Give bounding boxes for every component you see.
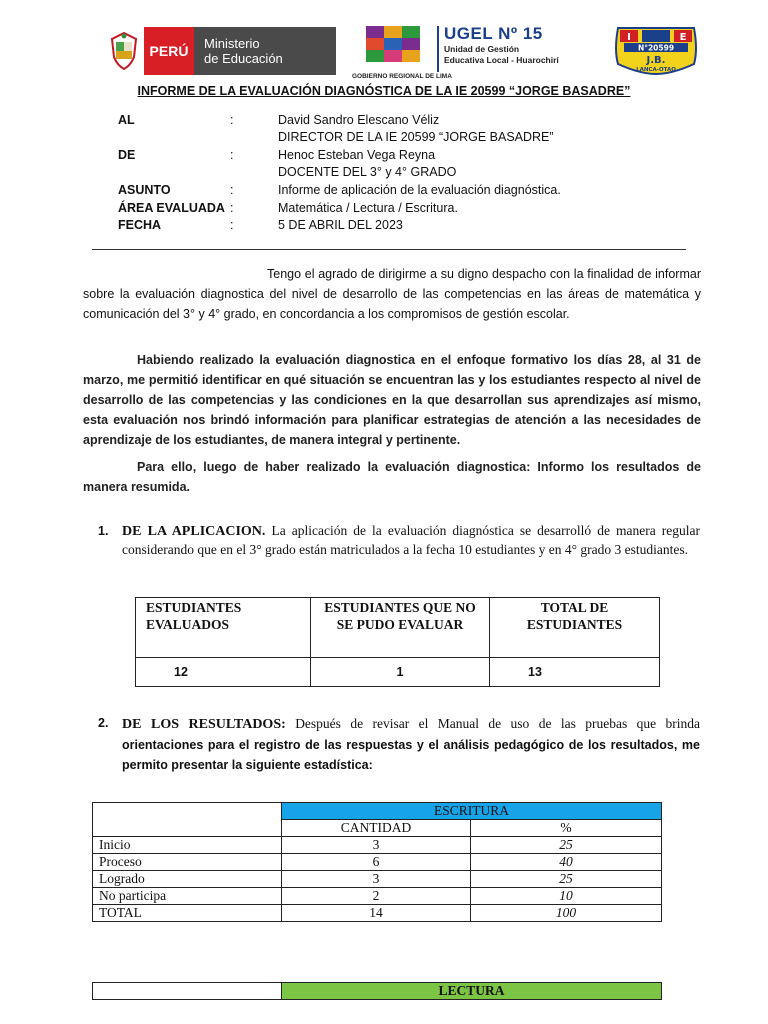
section-1-heading: DE LA APLICACION. [122, 524, 266, 539]
escritura-col-pct: % [471, 820, 662, 837]
escritura-row-cantidad: 3 [282, 871, 471, 888]
meta-value-de: Henoc Esteban Vega Reyna [278, 148, 436, 162]
ie-badge-logo [612, 24, 700, 76]
escritura-col-cantidad: CANTIDAD [282, 820, 471, 837]
meta-value-al-2: DIRECTOR DE LA IE 20599 “JORGE BASADRE” [278, 130, 554, 144]
section-resultados [98, 714, 700, 775]
meta-key-al: AL [118, 113, 135, 127]
escritura-row-pct: 25 [471, 871, 662, 888]
ugel-title: UGEL Nº 15 [444, 24, 543, 43]
escritura-row-pct: 100 [471, 905, 662, 922]
ugel-line-1: Unidad de Gestión [444, 44, 520, 54]
meta-colon: : [230, 113, 234, 127]
table-row [93, 854, 662, 871]
meta-key-fecha: FECHA [118, 218, 162, 232]
section-2-text: Después de revisar el Manual de uso de las pruebas que brinda [295, 716, 701, 731]
section-2-heading: DE LOS RESULTADOS: [122, 717, 286, 732]
paragraph-3: Para ello, luego de haber realizado la evaluación diagnostica: Informo los resultados de manera resumida. [83, 460, 701, 494]
peru-coat-of-arms-icon [104, 27, 144, 75]
section-1-text: La aplicación de la evaluación diagnóstica se desarrolló de manera regular considerando que en el 3° grado están matriculados a la fecha 10 estudiantes y en 4° grado 3 estudiantes. [122, 523, 700, 557]
meta-colon: : [230, 148, 234, 162]
escritura-row-label: No participa [93, 888, 282, 905]
gobierno-regional-logo [352, 24, 452, 80]
table-row [93, 871, 662, 888]
ministry-label [194, 27, 336, 75]
document-title: INFORME DE LA EVALUACIÓN DIAGNÓSTICA DE LA IE 20599 “JORGE BASADRE” [137, 84, 631, 98]
escritura-row-label: TOTAL [93, 905, 282, 922]
section-2-text-bold: orientaciones para el registro de las respuestas y el análisis pedagógico de los resultados, me permito presentar la siguiente estadística: [122, 738, 700, 772]
table1-value-total: 13 [490, 658, 660, 687]
students-summary-table [135, 597, 660, 687]
escritura-row-cantidad: 6 [282, 854, 471, 871]
minedu-logo [104, 27, 336, 75]
escritura-row-cantidad: 14 [282, 905, 471, 922]
meta-value-fecha: 5 DE ABRIL DEL 2023 [278, 218, 403, 232]
escritura-title: ESCRITURA [282, 803, 662, 820]
escritura-corner-cell [93, 803, 282, 837]
meta-colon: : [230, 201, 234, 215]
escritura-row-label: Logrado [93, 871, 282, 888]
ie-number: N°20599 [637, 43, 675, 53]
escritura-table [92, 802, 662, 922]
meta-key-area: ÁREA EVALUADA [118, 201, 225, 215]
paragraph-1: Tengo el agrado de dirigirme a su digno despacho con la finalidad de informar sobre la evaluación diagnostica del nivel de desarrollo de las competencias en las áreas de matemática y comunicación del 3° y 4° grado, en concordancia a los compromisos de gestión escolar. [83, 267, 701, 321]
meta-value-asunto: Informe de aplicación de la evaluación diagnóstica. [278, 183, 561, 197]
ie-letter-right: E [679, 32, 687, 43]
ugel-divider [437, 26, 439, 72]
table1-value-evaluated: 12 [136, 658, 311, 687]
table-row [93, 837, 662, 854]
ministry-line-2: de Educación [204, 51, 283, 66]
peru-label: PERÚ [144, 27, 194, 75]
meta-value-area: Matemática / Lectura / Escritura. [278, 201, 458, 215]
ministry-line-1: Ministerio [204, 36, 260, 51]
separator-rule [92, 249, 686, 250]
escritura-row-cantidad: 2 [282, 888, 471, 905]
table1-header-not-evaluated: ESTUDIANTES QUE NO SE PUDO EVALUAR [311, 598, 490, 658]
escritura-row-cantidad: 3 [282, 837, 471, 854]
escritura-row-pct: 10 [471, 888, 662, 905]
table-row [93, 905, 662, 922]
ie-letter-left: I [627, 32, 631, 43]
section-2-number: 2. [98, 716, 109, 730]
ugel-line-2: Educativa Local - Huarochirí [444, 55, 559, 65]
table1-value-not-evaluated: 1 [311, 658, 490, 687]
table1-header-total: TOTAL DE ESTUDIANTES [490, 598, 660, 658]
table-row [93, 888, 662, 905]
escritura-row-label: Proceso [93, 854, 282, 871]
meta-colon: : [230, 218, 234, 232]
gore-emblem-icon [364, 24, 422, 66]
paragraph-2: Habiendo realizado la evaluación diagnostica en el enfoque formativo los días 28, al 31 de marzo, me permitió identificar en qué situación se encuentran las y los estudiantes respecto al nivel de desarrollo de las competencias y las condiciones en la que desarrollan sus aprendizajes así mismo, esta evaluación nos brindó información para planificar estrategias de atención a las necesidades de aprendizaje de los estudiantes, de manera integral y pertinente. [83, 353, 701, 447]
meta-colon: : [230, 183, 234, 197]
section-1-number: 1. [98, 524, 109, 538]
table1-header-evaluated: ESTUDIANTES EVALUADOS [136, 598, 311, 658]
ie-initials: J.B. [646, 55, 666, 66]
meta-value-de-2: DOCENTE DEL 3° y 4° GRADO [278, 165, 457, 179]
escritura-row-pct: 40 [471, 854, 662, 871]
lectura-table [92, 982, 662, 1000]
section-aplicacion [98, 522, 700, 559]
gore-caption: GOBIERNO REGIONAL DE LIMA [352, 73, 452, 80]
escritura-row-pct: 25 [471, 837, 662, 854]
escritura-row-label: Inicio [93, 837, 282, 854]
ie-place: LANCA-OTAO [636, 67, 676, 73]
meta-key-asunto: ASUNTO [118, 183, 171, 197]
lectura-title: LECTURA [282, 983, 662, 1000]
meta-key-de: DE [118, 148, 136, 162]
ugel-logo [444, 24, 574, 66]
meta-value-al: David Sandro Elescano Véliz [278, 113, 440, 127]
lectura-corner-cell [93, 983, 282, 1000]
